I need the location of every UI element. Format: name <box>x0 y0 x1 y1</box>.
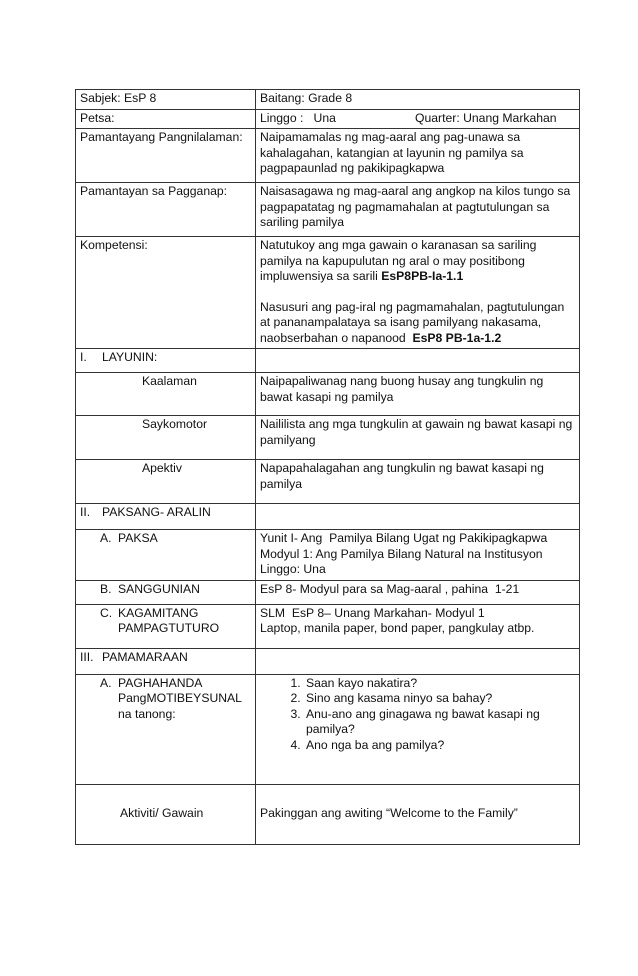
subject-matter-row <box>76 504 580 530</box>
reference-label-cell <box>76 580 256 604</box>
questions-list <box>260 676 575 754</box>
activity-label: Aktiviti/ Gawain <box>120 805 204 820</box>
subject-matter-heading <box>76 504 256 530</box>
performance-standard-text: Naisasagawa ng mag-aaral ang angkop na kilos tungo sa pagpapatatag ng pagmamahalan at pagtutulungan sa sariling pamilya <box>256 183 580 237</box>
psychomotor-text: Naililista ang mga tungkulin at gawain ng bawat kasapi ng pamilyang <box>256 416 580 460</box>
questions-cell <box>256 674 580 784</box>
psychomotor-row <box>76 416 580 460</box>
reference-label: SANGGUNIAN <box>118 581 200 596</box>
date-row <box>76 109 580 129</box>
objectives-empty <box>256 349 580 373</box>
content-standard-row <box>76 129 580 183</box>
question-item: 1. Saan kayo nakatira? <box>304 676 575 692</box>
knowledge-text: Naipapaliwanag nang buong husay ang tungkulin ng bawat kasapi ng pamilya <box>256 373 580 416</box>
subject-matter-marker: II. <box>80 505 91 519</box>
psychomotor-label: Saykomotor <box>76 416 256 460</box>
procedure-marker: III. <box>80 649 94 664</box>
week-quarter-cell <box>256 109 580 129</box>
topic-label: PAKSA <box>118 531 158 545</box>
procedure-row <box>76 648 580 674</box>
objectives-row <box>76 349 580 373</box>
procedure-empty <box>256 648 580 674</box>
procedure-heading <box>76 648 256 674</box>
materials-label: KAGAMITANG PAMPAGTUTURO <box>118 605 220 635</box>
topic-line-3: Linggo: Una <box>260 562 326 576</box>
performance-standard-label: Pamantayan sa Pagganap: <box>76 183 256 237</box>
knowledge-label: Kaalaman <box>76 373 256 416</box>
topic-line-1: Yunit I- Ang Pamilya Bilang Ugat ng Pakikipagkapwa <box>260 531 548 545</box>
quarter-text: Quarter: Unang Markahan <box>415 110 557 125</box>
lesson-plan-table <box>75 89 580 845</box>
competency-label: Kompetensi: <box>76 237 256 349</box>
materials-cell <box>256 604 580 648</box>
question-item: 3. Anu-ano ang ginagawa ng bawat kasapi ng pamilya? <box>304 707 575 738</box>
preparation-marker: A. <box>100 675 112 690</box>
objectives-marker: I. <box>80 350 87 364</box>
affective-row <box>76 460 580 504</box>
activity-label-cell <box>76 784 256 844</box>
materials-row <box>76 604 580 648</box>
materials-line-2: Laptop, manila paper, bond paper, pangkulay atbp. <box>260 621 535 635</box>
materials-label-cell <box>76 604 256 648</box>
preparation-label: PAGHAHANDA PangMOTIBEYSUNAL na tanong: <box>118 675 242 721</box>
affective-label: Apektiv <box>76 460 256 504</box>
competency-item-2-text: Nasusuri ang pag-iral ng pagmamahalan, pagtutulungan at pananampalataya sa isang pamilyang nakasama, naobserbahan o napanood <box>260 299 568 345</box>
performance-standard-row <box>76 183 580 237</box>
reference-marker: B. <box>100 581 112 596</box>
preparation-label-cell <box>76 674 256 784</box>
subject-row <box>76 90 580 110</box>
grade-cell: Baitang: Grade 8 <box>256 90 580 110</box>
question-item: 2. Sino ang kasama ninyo sa bahay? <box>304 691 575 707</box>
competency-row <box>76 237 580 349</box>
affective-text: Napapahalagahan ang tungkulin ng bawat kasapi ng pamilya <box>256 460 580 504</box>
content-standard-label: Pamantayang Pangnilalaman: <box>76 129 256 183</box>
competency-cell <box>256 237 580 349</box>
objectives-label: LAYUNIN: <box>102 350 158 364</box>
subject-matter-empty <box>256 504 580 530</box>
reference-text: EsP 8- Modyul para sa Mag-aaral , pahina 1-21 <box>256 580 580 604</box>
competency-item-1 <box>260 238 575 285</box>
subject-cell: Sabjek: EsP 8 <box>76 90 256 110</box>
activity-text: Pakinggan ang awiting “Welcome to the Family” <box>256 784 580 844</box>
topic-row <box>76 530 580 581</box>
activity-row <box>76 784 580 844</box>
topic-cell <box>256 530 580 581</box>
materials-line-1: SLM EsP 8– Unang Markahan- Modyul 1 <box>260 605 485 620</box>
reference-row <box>76 580 580 604</box>
topic-marker: A. <box>100 531 112 545</box>
subject-matter-label: PAKSANG- ARALIN <box>102 505 211 519</box>
preparation-row <box>76 674 580 784</box>
procedure-label: PAMAMARAAN <box>102 649 188 664</box>
competency-item-1-text: Natutukoy ang mga gawain o karanasan sa sariling pamilya na kapupulutan ng aral o may positibong impluwensiya sa sarili <box>260 238 537 283</box>
competency-item-2-code: EsP8 PB-1a-1.2 <box>412 330 502 345</box>
objectives-heading <box>76 349 256 373</box>
topic-label-cell <box>76 530 256 581</box>
competency-item-1-code: EsP8PB-Ia-1.1 <box>381 269 464 283</box>
content-standard-text: Naipamamalas ng mag-aaral ang pag-unawa sa kahalagahan, katangian at layunin ng pamilya sa pagpapaunlad ng pakikipagkapwa <box>256 129 580 183</box>
knowledge-row <box>76 373 580 416</box>
date-label: Petsa: <box>76 109 256 129</box>
competency-item-2 <box>260 300 575 347</box>
topic-line-2: Modyul 1: Ang Pamilya Bilang Natural na Institusyon <box>260 546 543 561</box>
materials-marker: C. <box>100 605 113 620</box>
question-item: 4. Ano nga ba ang pamilya? <box>304 738 575 754</box>
week-text: Linggo : Una <box>260 110 336 125</box>
